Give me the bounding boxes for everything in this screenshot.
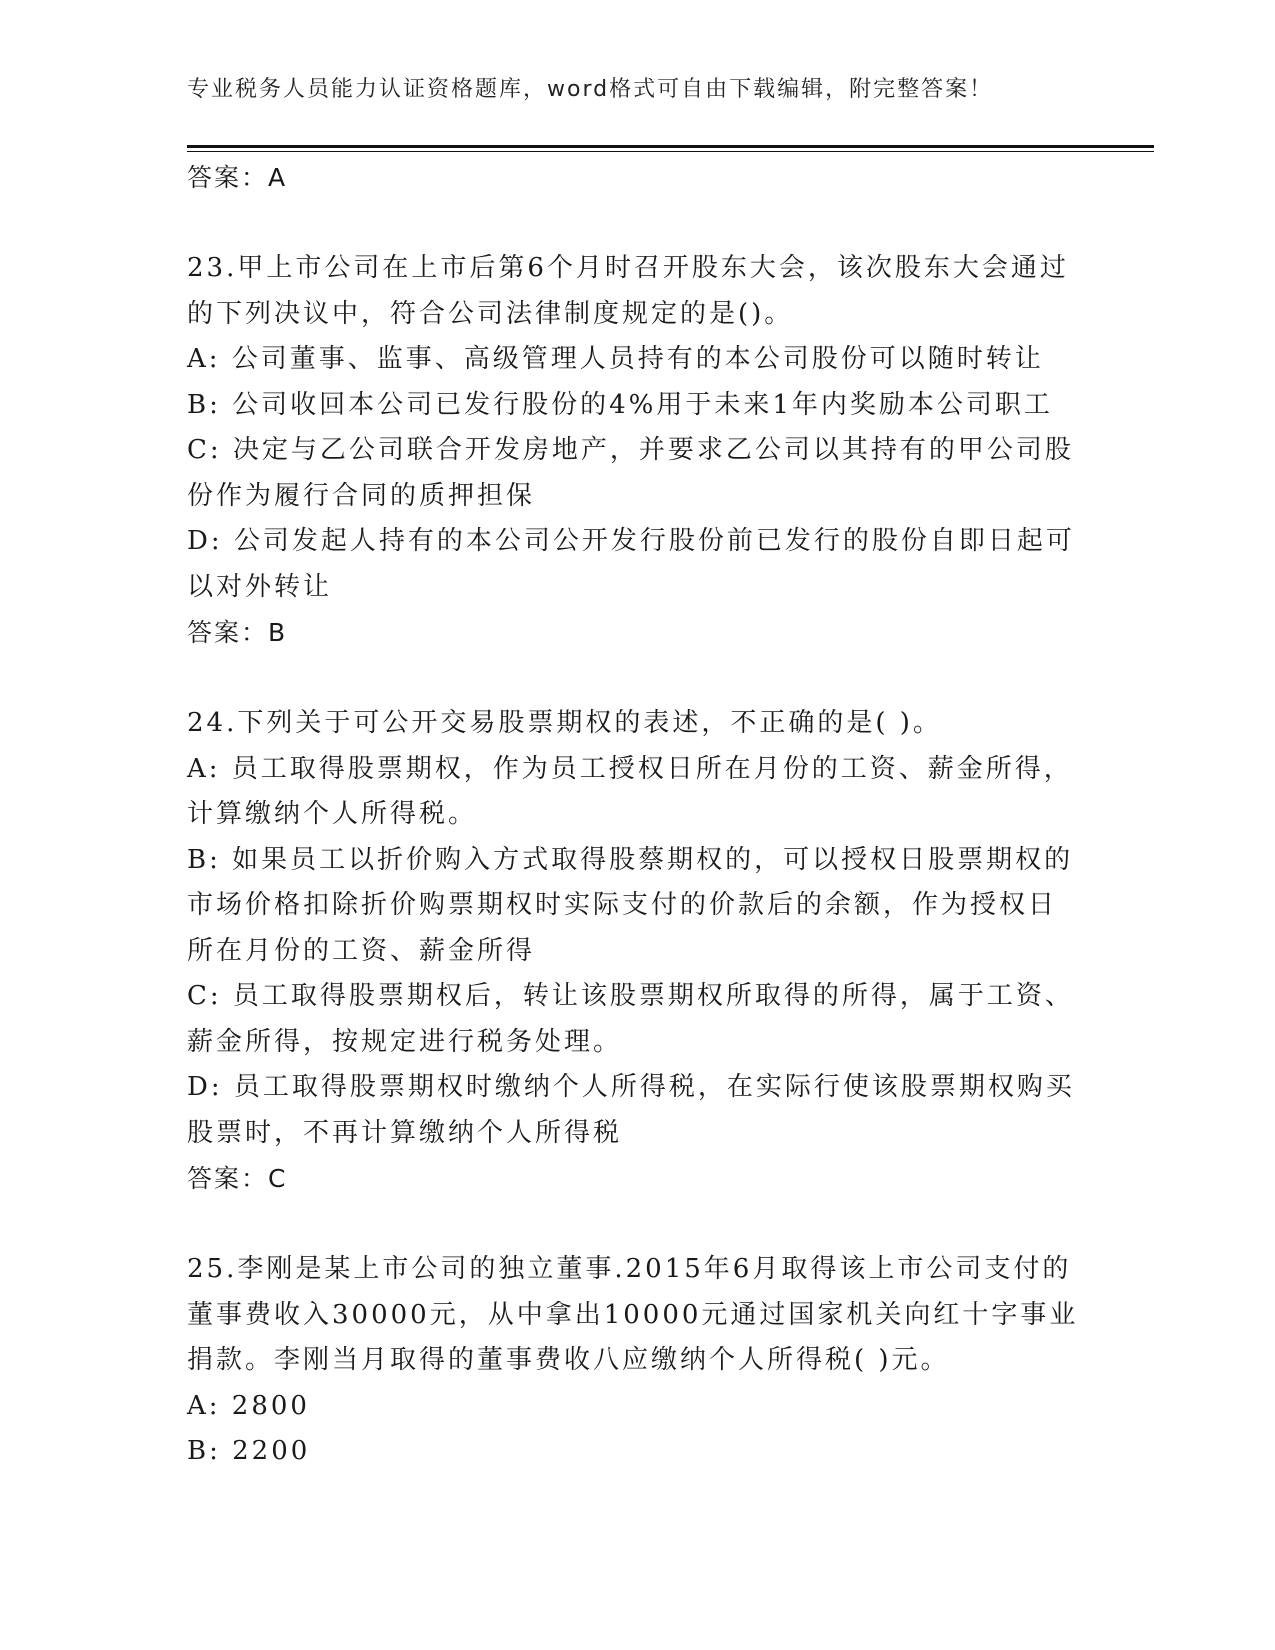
header-rule-thin bbox=[187, 151, 1154, 152]
question-23 bbox=[187, 246, 1087, 656]
question-text: 23.甲上市公司在上市后第6个月时召开股东大会，该次股东大会通过 bbox=[187, 253, 1069, 283]
option-c-cont: 份作为履行合同的质押担保 bbox=[187, 480, 536, 511]
option-b: B: 如果员工以折价购入方式取得股蔡期权的，可以授权日股票期权的 bbox=[187, 844, 1074, 875]
question-text: 的下列决议中，符合公司法律制度规定的是()。 bbox=[187, 298, 794, 329]
answer-line: 答案：A bbox=[187, 163, 288, 192]
answer-line: 答案：C bbox=[187, 1164, 288, 1193]
option-b-cont: 所在月份的工资、薪金所得 bbox=[187, 935, 536, 966]
spacer bbox=[187, 1202, 1087, 1248]
question-text: 捐款。李刚当月取得的董事费收八应缴纳个人所得税( )元。 bbox=[187, 1345, 950, 1375]
option-c: C: 决定与乙公司联合开发房地产，并要求乙公司以其持有的甲公司股 bbox=[187, 435, 1074, 465]
question-text: 24.下列关于可公开交易股票期权的表述，不正确的是( )。 bbox=[187, 708, 942, 738]
option-d-cont: 股票时，不再计算缴纳个人所得税 bbox=[187, 1117, 623, 1148]
document-body bbox=[187, 155, 1087, 1475]
option-b: B: 公司收回本公司已发行股份的4%用于未来1年内奖励本公司职工 bbox=[187, 389, 1053, 420]
question-text: 25.李刚是某上市公司的独立董事.2015年6月取得该上市公司支付的 bbox=[187, 1254, 1072, 1284]
option-d-cont: 以对外转让 bbox=[187, 571, 333, 602]
option-a: A: 2800 bbox=[187, 1390, 310, 1421]
option-a: A: 公司董事、监事、高级管理人员持有的本公司股份可以随时转让 bbox=[187, 344, 1044, 374]
option-b-cont: 市场价格扣除折价购票期权时实际支付的价款后的余额，作为授权日 bbox=[187, 890, 1058, 920]
page-header: 专业税务人员能力认证资格题库，word格式可自由下载编辑，附完整答案！ bbox=[187, 77, 994, 102]
question-text: 董事费收入30000元，从中拿出10000元通过国家机关向红十字事业 bbox=[187, 1299, 1079, 1330]
option-a: A: 员工取得股票期权，作为员工授权日所在月份的工资、薪金所得， bbox=[187, 753, 1073, 784]
question-25 bbox=[187, 1247, 1087, 1475]
option-d: D: 员工取得股票期权时缴纳个人所得税，在实际行使该股票期权购买 bbox=[187, 1072, 1075, 1102]
spacer bbox=[187, 656, 1087, 702]
answer-line: 答案：B bbox=[187, 618, 288, 647]
option-b: B: 2200 bbox=[187, 1436, 311, 1466]
option-c: C: 员工取得股票期权后，转让该股票期权所取得的所得，属于工资、 bbox=[187, 981, 1074, 1011]
option-a-cont: 计算缴纳个人所得税。 bbox=[187, 799, 478, 829]
option-d: D: 公司发起人持有的本公司公开发行股份前已发行的股份自即日起可 bbox=[187, 526, 1075, 556]
option-c-cont: 薪金所得，按规定进行税务处理。 bbox=[187, 1026, 623, 1057]
question-24 bbox=[187, 701, 1087, 1202]
spacer bbox=[187, 201, 1087, 247]
header-rule bbox=[187, 145, 1154, 148]
